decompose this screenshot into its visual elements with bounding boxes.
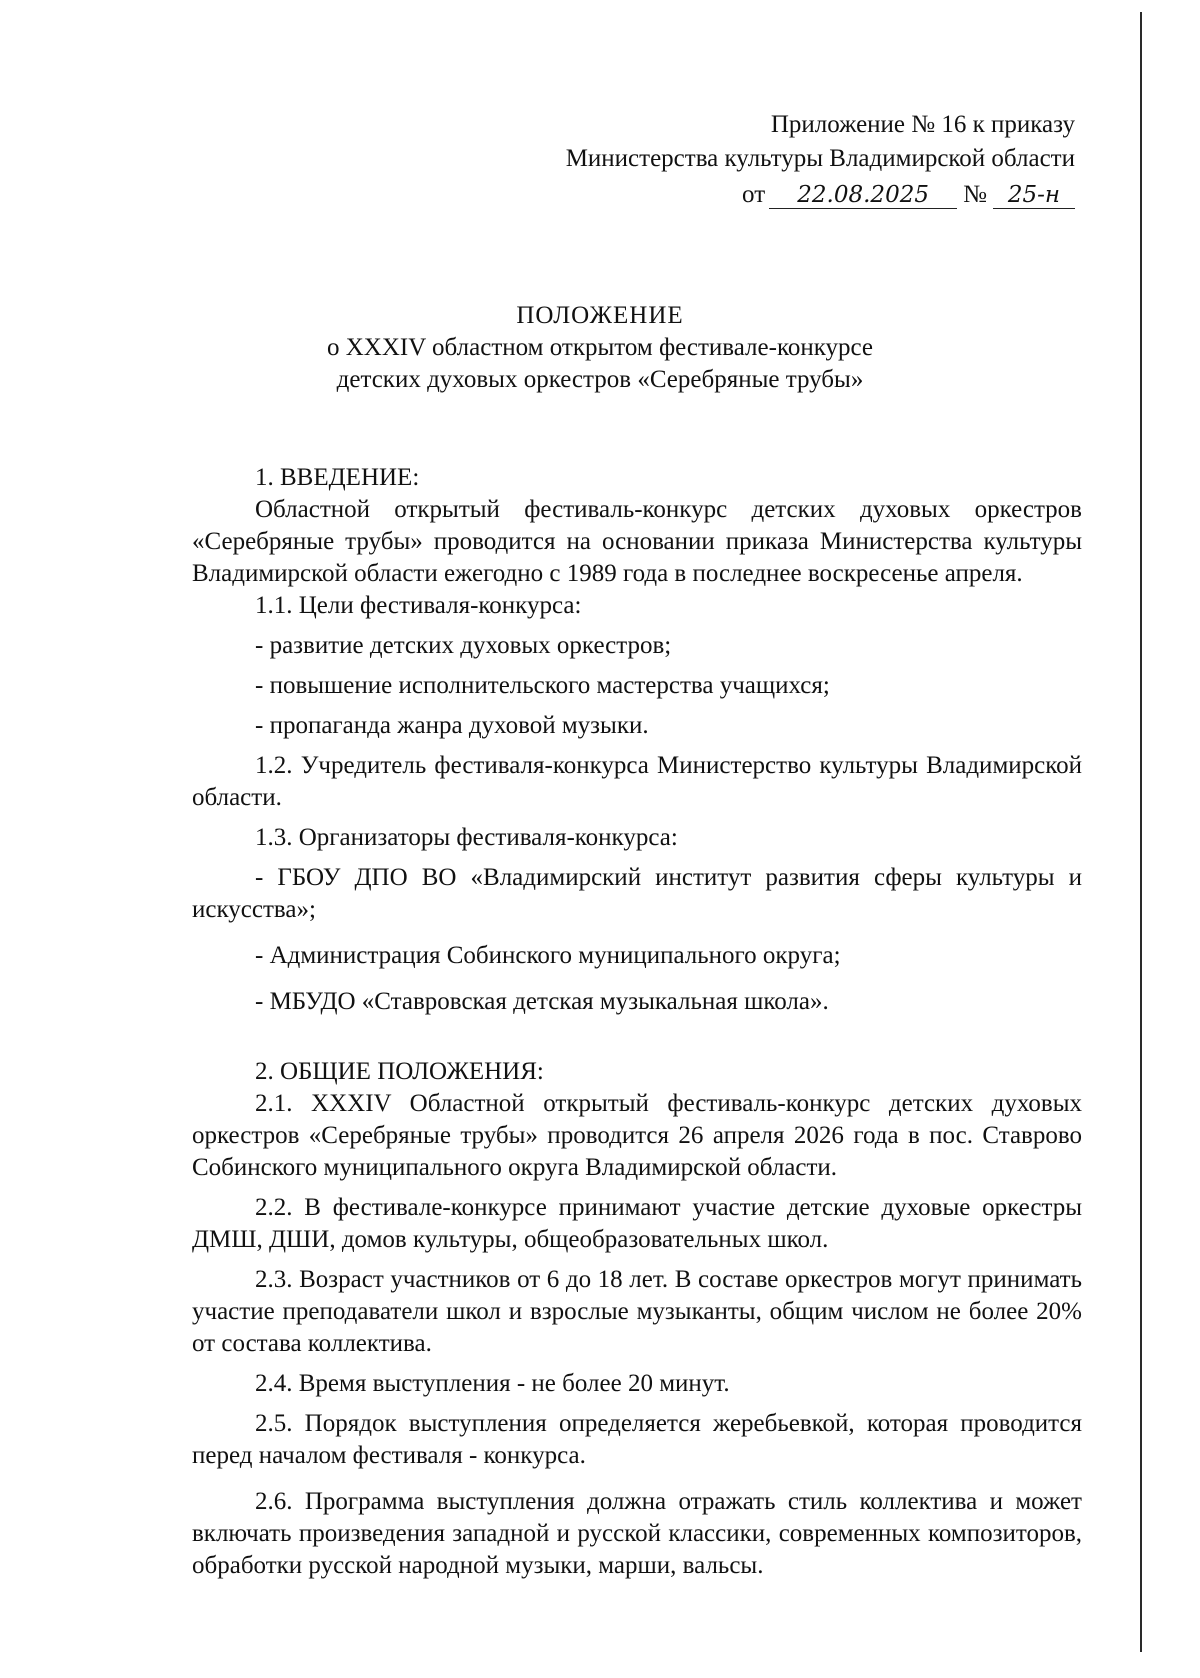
section-2-item: 2.6. Программа выступления должна отражать стиль коллектива и может включать произведения западной и русской классики, современных композиторов, обработки русской народной музыки, марши, вальсы. [192,1488,1082,1579]
goal-item: - развитие детских духовых оркестров; [255,632,672,659]
section-1-heading: 1. ВВЕДЕНИЕ: [255,464,420,491]
handwritten-date: 22.08.2025 [769,182,957,209]
order-date-number-line [742,178,1075,212]
goal-item: - повышение исполнительского мастерства учащихся; [255,672,830,699]
document-body [192,462,1082,1582]
organizer-item: - ГБОУ ДПО ВО «Владимирский институт развития сферы культуры и искусства»; [192,864,1082,923]
organizers-heading: 1.3. Организаторы фестиваля-конкурса: [255,824,678,851]
section-2-item: 2.5. Порядок выступления определяется жеребьевкой, которая проводится перед началом фестиваля - конкурса. [192,1410,1082,1469]
section-1-intro: Областной открытый фестиваль-конкурс детских духовых оркестров «Серебряные трубы» проводится на основании приказа Министерства культуры Владимирской области ежегодно с 1989 года в последнее воскресенье апреля. [192,496,1082,587]
title-line-2: о XXXIV областном открытом фестивале-конкурсе [326,334,874,361]
document-title [0,300,1200,396]
founder-paragraph: 1.2. Учредитель фестиваля-конкурса Министерство культуры Владимирской области. [192,752,1082,811]
section-2-item: 2.1. XXXIV Областной открытый фестиваль-конкурс детских духовых оркестров «Серебряные трубы» проводится 26 апреля 2026 года в пос. Ставрово Собинского муниципального округа Владимирской области. [192,1090,1082,1181]
from-label: от [742,181,766,208]
goals-heading: 1.1. Цели фестиваля-конкурса: [255,592,582,619]
section-2-heading: 2. ОБЩИЕ ПОЛОЖЕНИЯ: [255,1058,544,1085]
section-2-item: 2.2. В фестивале-конкурсе принимают участие детские духовые оркестры ДМШ, ДШИ, домов культуры, общеобразовательных школ. [192,1194,1082,1253]
goal-item: - пропаганда жанра духовой музыки. [255,712,649,739]
title-line-3: детских духовых оркестров «Серебряные трубы» [336,366,864,393]
section-2-item: 2.4. Время выступления - не более 20 минут. [255,1370,730,1397]
organizer-item: - МБУДО «Ставровская детская музыкальная школа». [255,988,829,1015]
appendix-header [566,108,1075,212]
title-line-1: ПОЛОЖЕНИЕ [516,302,684,329]
scan-edge-line [1140,12,1142,1652]
organizer-item: - Администрация Собинского муниципального округа; [255,942,841,969]
appendix-line: Приложение № 16 к приказу [770,111,1075,138]
number-label: № [963,181,987,208]
handwritten-number: 25-н [993,182,1075,209]
section-2-item: 2.3. Возраст участников от 6 до 18 лет. В составе оркестров могут принимать участие преподаватели школ и взрослые музыканты, общим числом не более 20% от состава коллектива. [192,1266,1082,1357]
ministry-line: Министерства культуры Владимирской области [565,145,1075,172]
